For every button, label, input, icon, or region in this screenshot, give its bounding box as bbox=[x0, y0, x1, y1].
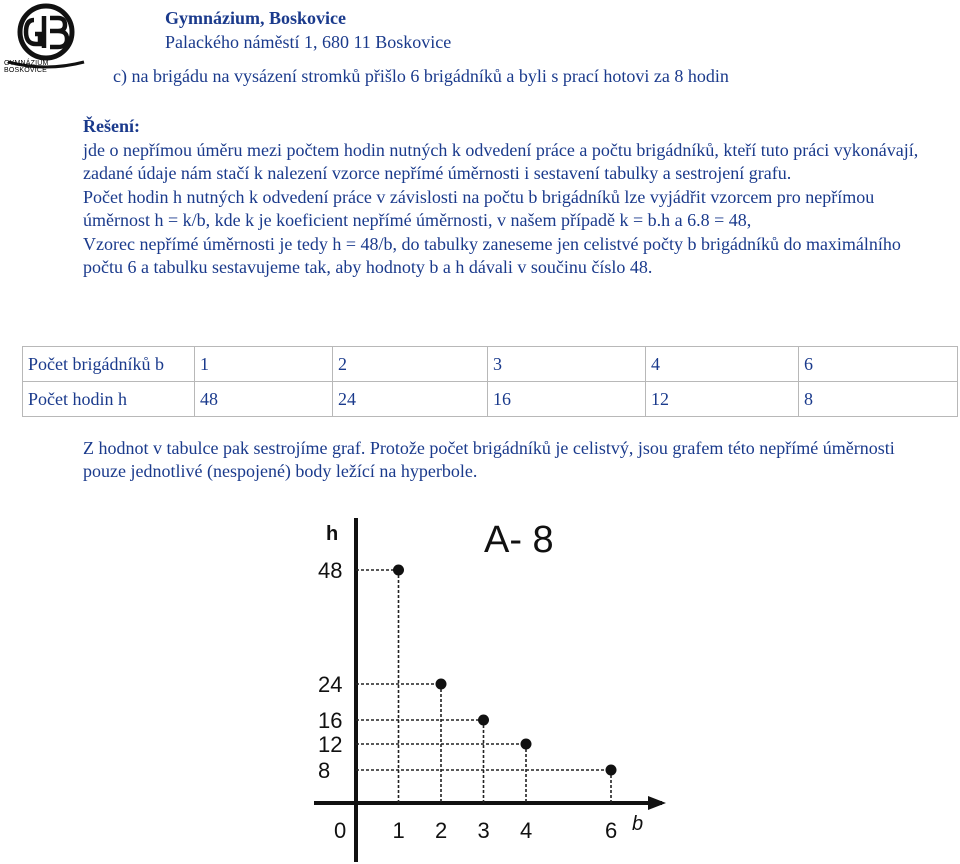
solution-paragraph-2: Počet hodin h nutných k odvedení práce v závislosti na počtu b brigádníků lze vyjádřit vzorcem pro nepřímou úměrnost h = k/b, kde k je koeficient nepřímé úměrnosti, v našem případě k = b.h a 6.8 = 48, bbox=[83, 186, 875, 230]
solution-heading: Řešení: bbox=[83, 116, 140, 136]
table-cell: 12 bbox=[646, 382, 799, 417]
table-cell: 8 bbox=[799, 382, 958, 417]
chart-title: A- 8 bbox=[484, 519, 554, 561]
solution-paragraph-1: jde o nepřímou úměru mezi počtem hodin nutných k odvedení práce a počtu brigádníků, kteří tuto práci vykonávají, zadané údaje nám stačí k nalezení vzorce nepřímé úměrnosti i sestavení tabulky a sestrojení grafu. bbox=[83, 139, 919, 183]
hyperbola-graph bbox=[314, 508, 666, 862]
conclusion-text: Z hodnot v tabulce pak sestrojíme graf. Protože počet brigádníků je celistvý, jsou grafem této nepřímé úměrnosti pouze jednotlivé (nespojené) body ležící na hyperbole. bbox=[83, 438, 895, 481]
data-point bbox=[606, 765, 617, 776]
row-header-workers: Počet brigádníků b bbox=[23, 347, 195, 382]
table-cell: 2 bbox=[333, 347, 488, 382]
data-point bbox=[436, 679, 447, 690]
y-tick-label: 24 bbox=[318, 672, 343, 697]
table-cell: 6 bbox=[799, 347, 958, 382]
y-tick-label: 8 bbox=[318, 758, 331, 783]
solution-section bbox=[83, 115, 933, 280]
values-table bbox=[22, 346, 958, 417]
x-tick-label: 1 bbox=[392, 818, 405, 843]
table-cell: 3 bbox=[488, 347, 646, 382]
solution-paragraph-3: Vzorec nepřímé úměrnosti je tedy h = 48/b, do tabulky zaneseme jen celistvé počty b brigádníků do maximálního počtu 6 a tabulku sestavujeme tak, aby hodnoty b a h dávali v součinu číslo 48. bbox=[83, 233, 901, 277]
origin-label: 0 bbox=[334, 818, 347, 843]
chart-svg bbox=[314, 508, 666, 862]
x-tick-label: 2 bbox=[435, 818, 448, 843]
y-tick-label: 48 bbox=[318, 558, 343, 583]
school-address: Palackého náměstí 1, 680 11 Boskovice bbox=[165, 32, 452, 52]
data-point bbox=[521, 739, 532, 750]
table-cell: 16 bbox=[488, 382, 646, 417]
x-tick-label: 4 bbox=[520, 818, 533, 843]
x-tick-label: 6 bbox=[605, 818, 618, 843]
school-name: Gymnázium, Boskovice bbox=[165, 8, 347, 28]
data-point bbox=[393, 565, 404, 576]
table-cell: 4 bbox=[646, 347, 799, 382]
logo-caption: GYMNÁZIUM BOSKOVICE bbox=[4, 60, 49, 74]
y-tick-label: 12 bbox=[318, 732, 343, 757]
chart-background bbox=[314, 508, 666, 862]
row-header-hours: Počet hodin h bbox=[23, 382, 195, 417]
y-tick-label: 16 bbox=[318, 708, 343, 733]
x-axis-label: b bbox=[632, 813, 644, 835]
table-row bbox=[23, 347, 958, 382]
table-cell: 48 bbox=[195, 382, 333, 417]
y-axis-label: h bbox=[326, 523, 339, 545]
table-row bbox=[23, 382, 958, 417]
x-tick-label: 3 bbox=[477, 818, 490, 843]
data-point bbox=[478, 715, 489, 726]
table-cell: 1 bbox=[195, 347, 333, 382]
table-cell: 24 bbox=[333, 382, 488, 417]
task-text: c) na brigádu na vysázení stromků přišlo 6 brigádníků a byli s prací hotovi za 8 hodin bbox=[113, 66, 729, 86]
